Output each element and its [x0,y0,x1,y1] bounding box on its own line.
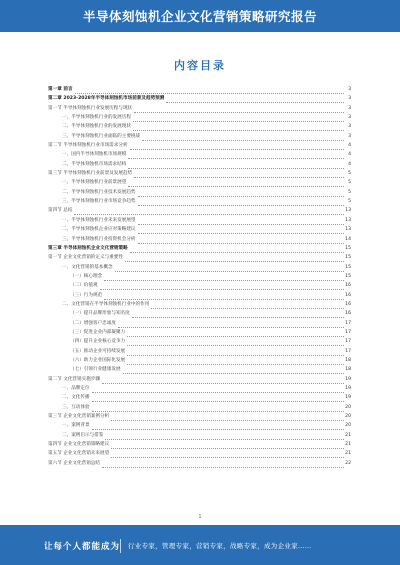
toc-entry-page: 19 [345,376,351,382]
toc-entry-label: 一、半导体刻蚀机行业未来发展展望 [62,217,136,223]
toc-entry[interactable] [48,441,351,450]
toc-entry-label: 二、文化传播 [62,395,90,401]
toc-entry-label: 三、互动体验 [62,404,90,410]
toc-entry[interactable] [48,151,351,160]
toc-entry[interactable] [48,170,351,179]
toc-entry[interactable] [48,450,351,459]
toc-entry-label: 三、半导体刻蚀机行业投资机会分析 [62,236,136,242]
toc-entry-label: 二、半导体刻蚀机行业的发展现状 [62,124,131,130]
toc-entry-page: 4 [348,143,351,149]
toc-entry-page: 18 [345,357,351,363]
toc-leader-dots [128,161,344,169]
toc-entry-page: 17 [345,348,351,354]
toc-leader-dots [92,404,344,412]
toc-entry[interactable] [48,217,351,226]
toc-entry[interactable] [48,460,351,469]
toc-entry-page: 4 [348,152,351,158]
toc-entry[interactable] [48,198,351,207]
toc-entry-page: 16 [345,292,351,298]
toc-entry-page: 17 [345,339,351,345]
toc-entry-page: 15 [345,264,351,270]
toc-entry[interactable] [48,161,351,170]
toc-entry[interactable] [48,292,351,301]
toc-leader-dots [92,394,344,402]
toc-entry-page: 4 [348,161,351,167]
header-banner [0,0,400,32]
toc-entry[interactable] [48,357,351,366]
toc-leader-dots [138,217,344,225]
toc-entry[interactable] [48,114,351,123]
footer-slogan: 让每个人都能成为 [44,542,121,552]
toc-entry-label: （二）增强客户忠诚度 [70,320,116,326]
toc-entry-page: 17 [345,320,351,326]
toc-leader-dots [111,450,344,458]
toc-entry[interactable] [48,189,351,198]
toc-leader-dots [142,133,344,141]
toc-leader-dots [104,273,344,281]
toc-entry-label: 第六节 企业文化营销总结 [48,460,100,466]
toc-entry-label: 第四节 企业文化营销策略建议 [48,442,110,448]
toc-entry-page: 16 [345,301,351,307]
toc-leader-dots [102,376,344,384]
toc-entry[interactable] [48,310,351,319]
toc-entry-label: 二、文化营销在半导体刻蚀机行业中的作用 [62,301,150,307]
toc-leader-dots [133,123,344,131]
toc-leader-dots [151,301,344,309]
toc-entry-page: 20 [345,414,351,420]
toc-entry-label: 二、半导体刻蚀机市场需求结构 [62,161,127,167]
toc-entry[interactable] [48,133,351,142]
toc-entry-label: （四）提升企业核心竞争力 [70,339,126,345]
footer-banner [0,525,400,565]
toc-entry-label: 第二章 2023-2028年半导体刻蚀机市场前景及趋势预测 [48,96,165,102]
toc-entry[interactable] [48,394,351,403]
toc-entry-page: 15 [345,245,351,251]
toc-entry-page: 5 [348,189,351,195]
toc-entry-page: 21 [345,451,351,457]
toc-entry[interactable] [48,179,351,188]
toc-entry[interactable] [48,432,351,441]
toc-leader-dots [132,310,344,318]
toc-entry-page: 20 [345,404,351,410]
toc-entry[interactable] [48,404,351,413]
toc-entry-label: 第二节 文化营销实施步骤 [48,376,100,382]
toc-entry[interactable] [48,254,351,263]
toc-entry[interactable] [48,207,351,216]
toc-leader-dots [138,236,344,244]
toc-leader-dots [125,254,344,262]
toc-leader-dots [138,189,344,197]
toc-entry-label: 第一节 半导体刻蚀机行业发展历程与现状 [48,105,133,111]
toc-entry-page: 3 [348,124,351,130]
toc-leader-dots [115,264,344,272]
toc-entry-label: 一、品牌定位 [62,386,90,391]
toc-entry[interactable] [48,236,351,245]
toc-entry[interactable] [48,264,351,273]
toc-entry-page: 21 [345,442,351,448]
toc-entry-page: 3 [348,96,351,102]
toc-entry-label: 第五节 企业文化营销未来展望 [48,451,110,457]
toc-entry-page: 14 [345,236,351,242]
toc-leader-dots [100,282,344,290]
toc-entry-label: 第三节 企业文化营销案例分析 [48,414,110,420]
toc-entry-label: 第一节 企业文化营销的定义与重要性 [48,255,123,261]
toc-entry[interactable] [48,105,351,114]
toc-entry[interactable] [48,320,351,329]
toc-leader-dots [134,170,344,178]
toc-entry-label: （七）引领行业健康发展 [70,367,121,373]
toc-entry-label: 一、国内半导体刻蚀机市场规模 [62,152,127,158]
toc-entry[interactable] [48,282,351,291]
toc-entry[interactable] [48,301,351,310]
toc-entry-label: （五）推动企业可持续发展 [70,348,126,354]
toc-entry-page: 22 [345,460,351,466]
toc-leader-dots [133,114,344,122]
toc-entry-label: 第二节 半导体刻蚀机行业市场需求分析 [48,143,128,149]
toc-entry-page: 13 [345,208,351,214]
toc-entry[interactable] [48,338,351,347]
toc-entry[interactable] [48,142,351,151]
footer-divider [120,539,121,553]
toc-entry-label: （三）行为规范 [70,292,103,298]
toc-entry[interactable] [48,413,351,422]
toc-entry[interactable] [48,245,351,254]
toc-entry-label: 二、半导体刻蚀机行业技术发展趋势 [62,189,136,195]
toc-entry-page: 3 [348,87,351,92]
toc-leader-dots [75,86,344,94]
toc-entry-label: 二、案例启示与借鉴 [62,432,104,438]
toc-entry-page: 5 [348,180,351,186]
toc-leader-dots [134,105,344,113]
toc-entry[interactable] [48,376,351,385]
toc-leader-dots [111,441,344,449]
toc-entry-page: 3 [348,133,351,139]
toc-entry[interactable] [48,329,351,338]
toc-entry-label: 三、半导体刻蚀机行业面临的主要挑战 [62,133,141,139]
footer-tagline: 行业专家，管理专家，营销专家，战略专家，成为企业家…… [128,542,312,550]
toc-entry[interactable] [48,273,351,282]
toc-entry-page: 16 [345,311,351,317]
toc-entry-label: 一、半导体刻蚀机行业前景展望 [62,180,127,186]
toc-leader-dots [74,207,344,215]
toc-entry[interactable] [48,366,351,375]
toc-entry-page: 16 [345,283,351,289]
toc-entry-page: 5 [348,199,351,205]
toc-entry-page: 15 [345,273,351,279]
toc-entry-page: 13 [345,227,351,233]
toc-leader-dots [130,142,344,150]
toc-entry-page: 5 [348,171,351,177]
toc-entry-label: （一）核心理念 [70,273,103,279]
toc-entry-label: 第三节 半导体刻蚀机行业前景及发展趋势 [48,171,133,177]
toc-entry[interactable] [48,385,351,394]
toc-entry-page: 20 [345,423,351,429]
toc-entry-label: （一）提升品牌形象与知名度 [70,311,130,317]
toc-leader-dots [127,329,344,337]
toc-entry-page: 13 [345,217,351,223]
toc-entry-page: 17 [345,329,351,335]
toc-entry-label: 二、半导体刻蚀机企业应对策略建议 [62,227,136,233]
toc-leader-dots [104,292,344,300]
toc-entry[interactable] [48,86,351,95]
toc-leader-dots [111,413,344,421]
toc-leader-dots [92,385,344,393]
toc-leader-dots [130,245,344,253]
toc-leader-dots [138,198,344,206]
toc-entry-page: 19 [345,395,351,401]
toc-entry-label: 第四节 总结 [48,208,73,214]
toc-leader-dots [166,95,344,103]
toc-entry-label: 一、文化营销的基本概念 [62,264,113,270]
toc-leader-dots [118,320,344,328]
toc-leader-dots [127,348,344,356]
toc-entry-label: （二）价值观 [70,283,98,289]
toc-leader-dots [105,432,344,440]
page-number: 1 [198,514,202,520]
table-of-contents [48,86,351,469]
toc-leader-dots [127,338,344,346]
toc-leader-dots [128,179,344,187]
toc-entry-label: （三）促进企业内部凝聚力 [70,329,126,335]
toc-entry[interactable] [48,226,351,235]
toc-entry-label: 第三章 半导体刻蚀机企业文化营销策略 [48,245,128,251]
toc-leader-dots [127,357,344,365]
toc-entry[interactable] [48,422,351,431]
toc-entry-page: 18 [345,367,351,373]
toc-entry-label: 一、半导体刻蚀机行业的发展历程 [62,115,131,121]
toc-entry-label: 三、半导体刻蚀机行业市场竞争趋势 [62,199,136,205]
toc-entry-page: 3 [348,115,351,121]
toc-leader-dots [92,422,344,430]
toc-leader-dots [138,226,344,234]
report-title: 半导体刻蚀机企业文化营销策略研究报告 [82,9,317,24]
toc-entry-page: 3 [348,105,351,111]
toc-entry[interactable] [48,348,351,357]
toc-entry-label: 一、案例背景 [62,423,90,429]
toc-leader-dots [128,151,344,159]
toc-entry-label: （六）助力企业国际化发展 [70,357,126,363]
toc-entry-label: 第一章 前言 [48,87,73,92]
toc-entry-page: 21 [345,432,351,438]
toc-entry-page: 15 [345,255,351,261]
toc-leader-dots [102,460,344,468]
toc-entry[interactable] [48,95,351,104]
toc-heading: 内容目录 [174,59,226,72]
toc-entry-page: 19 [345,386,351,391]
toc-entry[interactable] [48,123,351,132]
toc-leader-dots [123,366,344,374]
